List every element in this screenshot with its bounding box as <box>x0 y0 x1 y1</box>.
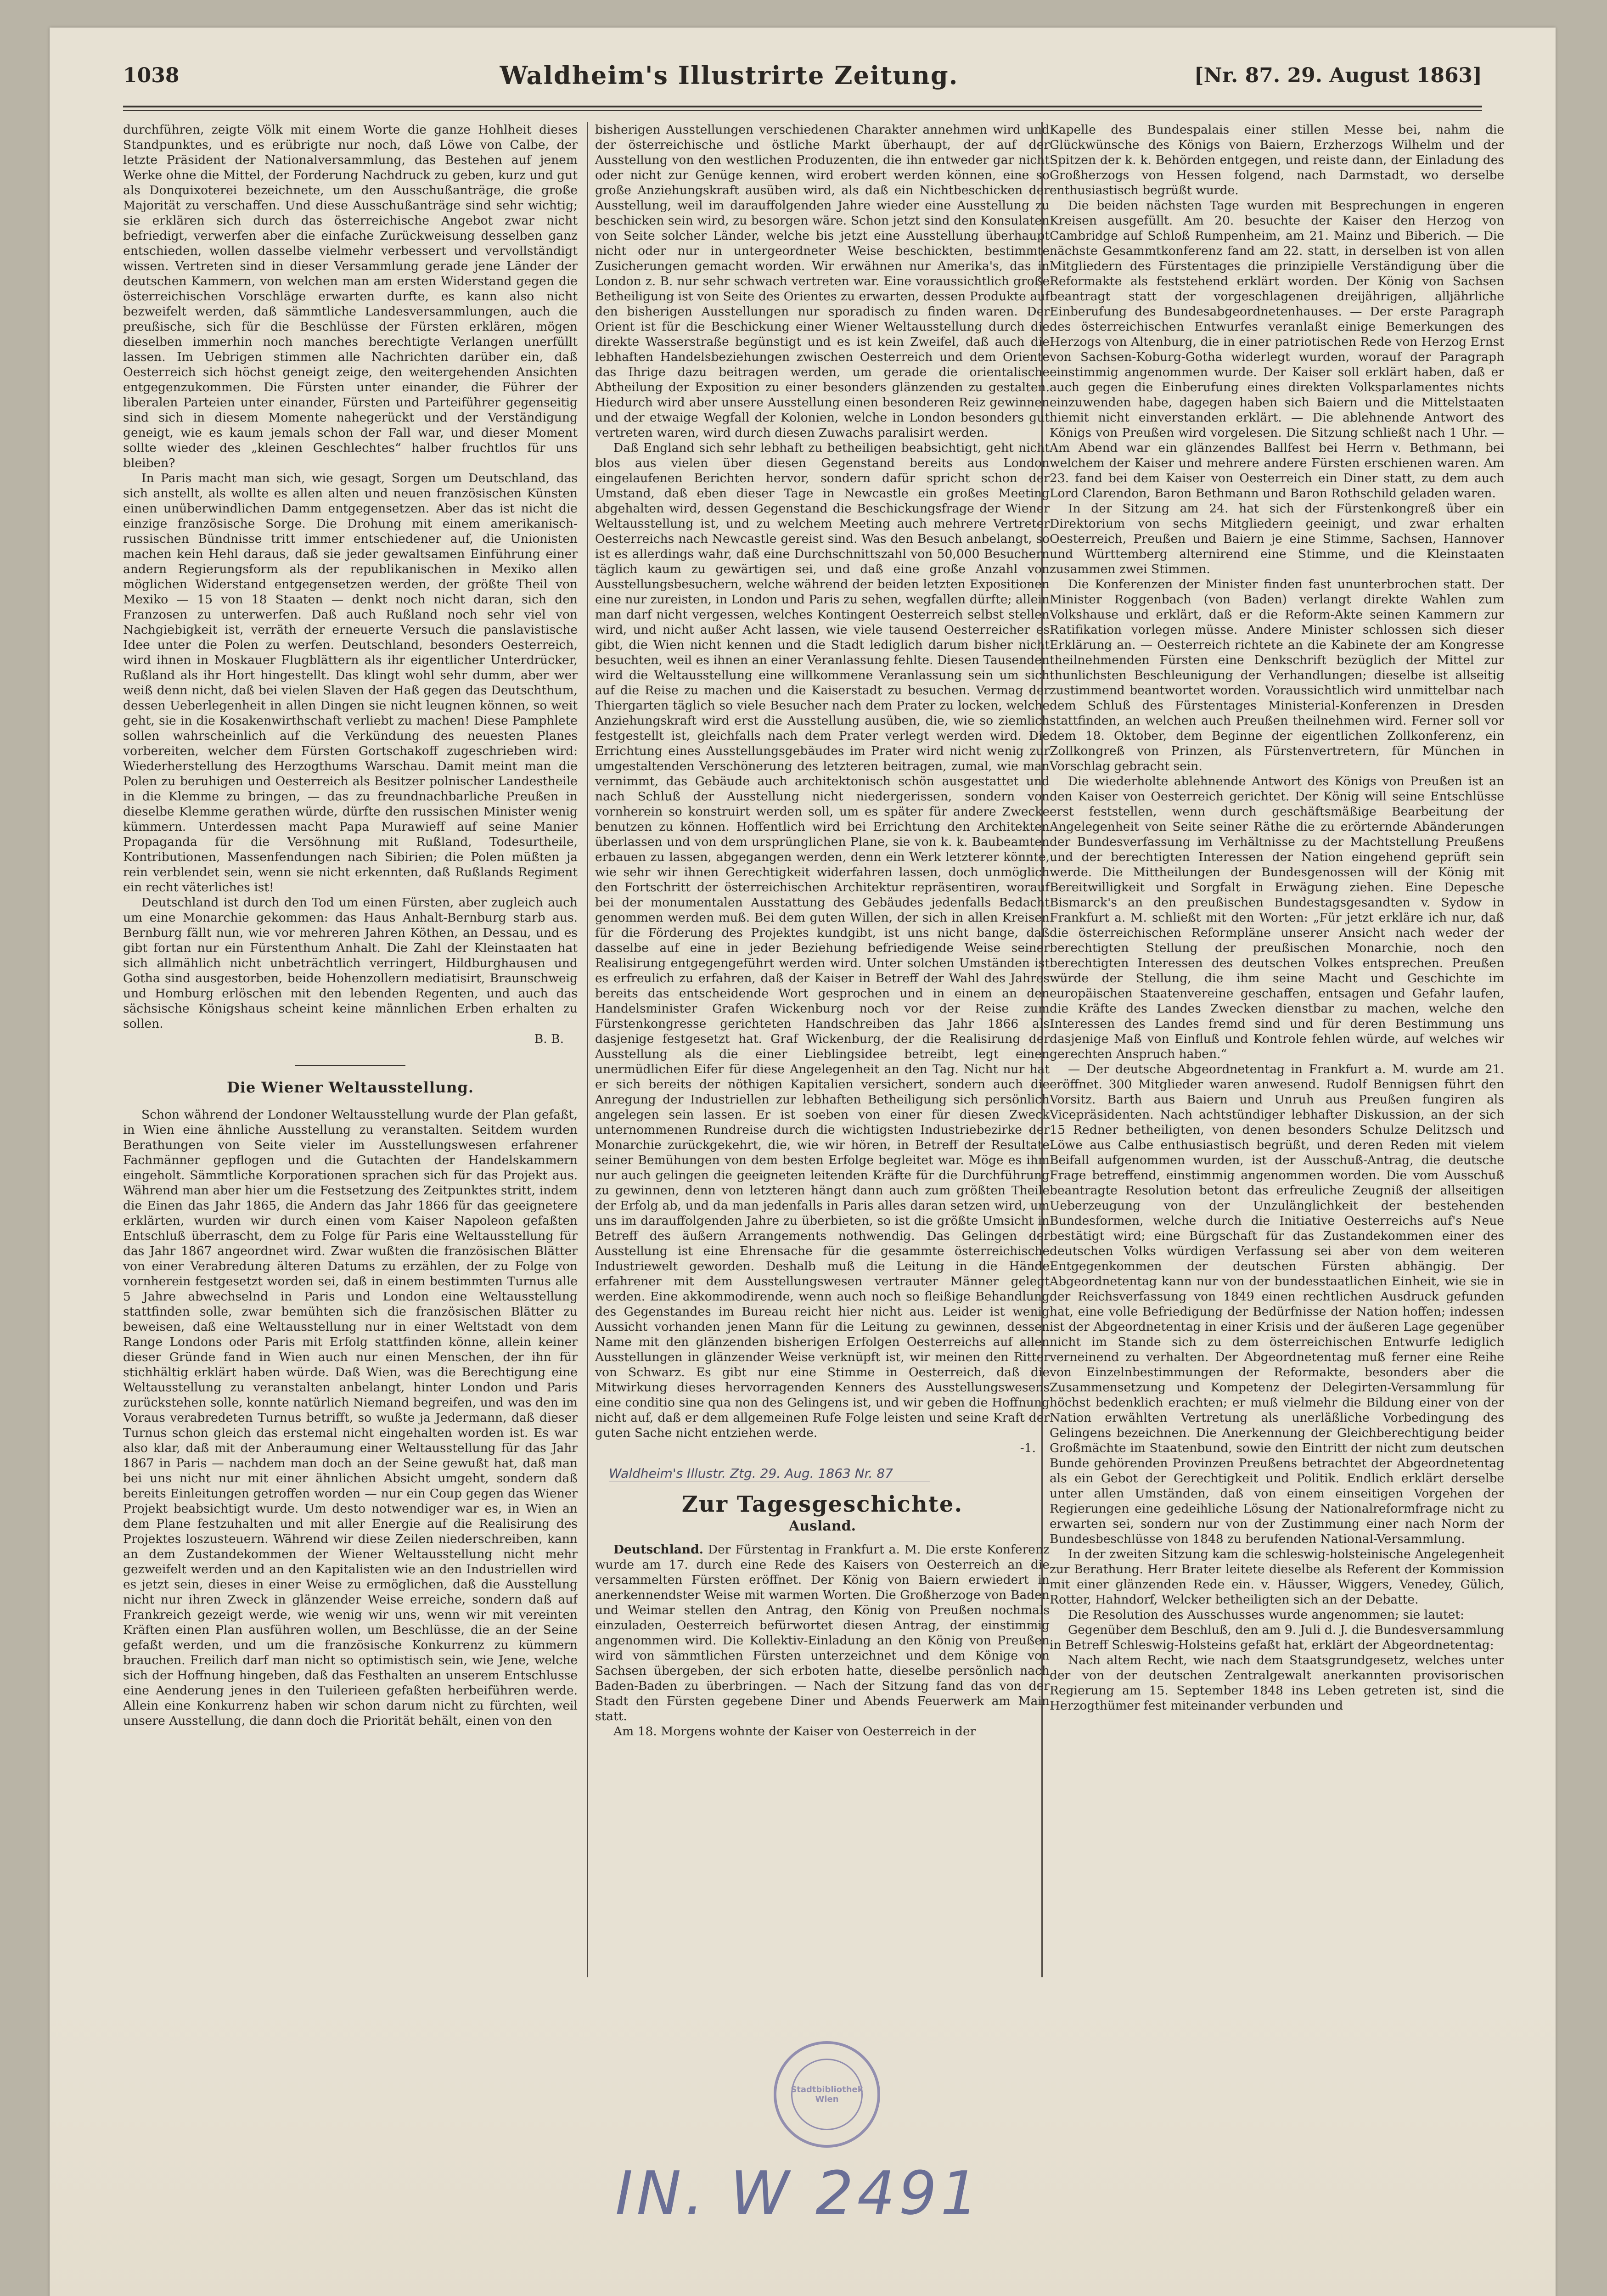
paragraph: Deutschland ist durch den Tod um einen Fürsten, aber zugleich auch um eine Monarchie gekommen: das Haus Anhalt-Bernburg starb aus. Bernburg fällt nun, wie vor mehreren Jahren Köthen, an Dessau, und es gibt fortan nur ein Fürstenthum Anhalt. Die Zahl der Kleinstaaten hat sich allmählich nicht unbeträchtlich verringert, Hildburghausen und Gotha sind ausgestorben, beide Hohenzollern mediatisirt, Braunschweig und Homburg erlöschen mit den lebenden Regenten, und auch das sächsische Königshaus scheint keine männlichen Erben erhalten zu sollen. <box>123 895 578 1031</box>
paragraph: Die beiden nächsten Tage wurden mit Besprechungen in engeren Kreisen ausgefüllt. Am 20. besuchte der Kaiser den Herzog von Cambridge auf Schloß Rumpenheim, am 21. Mainz und Biberich. — Die nächste Gesammtkonferenz fand am 22. statt, in derselben ist von allen Mitgliedern des Fürstentages die prinzipielle Verständigung über die Reformakte als feststehend erklärt worden. Der König von Sachsen beantragt statt der vorgeschlagenen dreijährigen, alljährliche Einberufung des Bundesabgeordnetenhauses. — Der erste Paragraph des österreichischen Entwurfes veranlaßt einige Bemerkungen des Herzogs von Altenburg, die in einer patriotischen Rede von Herzog Ernst von Sachsen-Koburg-Gotha widerlegt wurden, worauf der Paragraph einstimmig angenommen wurde. Der Kaiser soll erklärt haben, daß er auch gegen die Einberufung eines direkten Volksparlamentes nichts einzuwenden habe, dagegen haben sich Baiern und die Mittelstaaten hiemit nicht einverstanden erklärt. — Die ablehnende Antwort des Königs von Preußen wird vorgelesen. Die Sitzung schließt nach 1 Uhr. — Am Abend war ein glänzendes Ballfest bei Herrn v. Bethmann, bei welchem der Kaiser und mehrere andere Fürsten erschienen waren. Am 23. fand bei dem Kaiser von Oesterreich ein Diner statt, zu dem auch Lord Clarendon, Baron Bethmann und Baron Rothschild geladen waren. <box>1050 198 1504 501</box>
author-signature: B. B. <box>534 1032 564 1046</box>
subsection-title: Ausland. <box>788 1518 856 1534</box>
section-title: Die Wiener Weltausstellung. <box>226 1079 474 1096</box>
header-rule-thin <box>123 110 1482 111</box>
newspaper-title: Waldheim's Illustrirte Zeitung. <box>500 61 959 90</box>
paragraph: Die Konferenzen der Minister finden fast ununterbrochen statt. Der Minister Roggenbach (von Baden) verlangt direkte Wahlen zum Volkshause und erklärt, daß er die Reform-Akte seinen Kammern zur Ratifikation vorlegen müsse. Andere Minister schlossen sich dieser Erklärung an. — Oesterreich richtete an die Kabinete der am Kongresse theilnehmenden Fürsten eine Denkschrift bezüglich der Mittel zur thunlichsten Beschleunigung der Verhandlungen; dieselbe ist allseitig zustimmend beantwortet worden. Voraussichtlich wird unmittelbar nach dem Schluß des Fürstentages Ministerial-Konferenzen in Dresden stattfinden, an welchen auch Preußen theilnehmen wird. Ferner soll vor dem 18. Oktober, dem Beginne der eigentlichen Zollkonferenz, ein Zollkongreß von Prinzen, als Fürstenvertretern, für München in Vorschlag gebracht sein. <box>1050 577 1504 773</box>
section-separator <box>295 1065 405 1066</box>
author-signature: -1. <box>1020 1441 1036 1455</box>
paragraph: Am 18. Morgens wohnte der Kaiser von Oesterreich in der <box>613 1724 976 1739</box>
page-lower-area <box>50 2002 1556 2296</box>
page-number: 1038 <box>123 63 180 87</box>
library-stamp <box>774 2041 880 2148</box>
library-stamp-inner <box>791 2059 863 2130</box>
paragraph: bisherigen Ausstellungen verschiedenen Charakter annehmen wird und der österreichische und östliche Markt überhaupt, der auf der Ausstellung von den westlichen Produzenten, die ihn entweder gar nicht oder nicht zur Genüge kennen, wird erobert werden können, eine so große Anziehungskraft ausüben wird, als daß ein Nichtbeschicken der Ausstellung, weil im darauffolgenden Jahre wieder eine Ausstellung zu beschicken sein wird, zu besorgen wäre. Schon jetzt sind den Konsulaten von Seite solcher Länder, welche bis jetzt eine Ausstellung überhaupt nicht oder nur in untergeordneter Weise beschickten, bestimmte Zusicherungen gemacht worden. Wir erwähnen nur Amerika's, das in London z. B. nur sehr schwach vertreten war. Eine voraussichtlich große Betheiligung ist von Seite des Orientes zu erwarten, dessen Produkte auf den bisherigen Ausstellungen nur sporadisch zu finden waren. Der Orient ist für die Beschickung einer Wiener Weltausstellung durch die direkte Wasserstraße begünstigt und es ist kein Zweifel, daß auch die lebhaften Handelsbeziehungen zwischen Oesterreich und dem Oriente das Ihrige dazu beitragen werden, um gerade die orientalische Abtheilung der Exposition zu einer besonders glänzenden zu gestalten. Hiedurch wird aber unsere Ausstellung einen besonderen Reiz gewinnen und der etwaige Wegfall der Kolonien, welche in London besonders gut vertreten waren, wird durch diesen Zuwachs paralisirt werden. <box>595 123 1050 440</box>
paragraph: Daß England sich sehr lebhaft zu betheiligen beabsichtigt, geht nicht blos aus vielen über diesen Gegenstand bereits aus London eingelaufenen Berichten hervor, sondern dafür spricht schon der Umstand, daß eben dieser Tage in Newcastle ein großes Meeting abgehalten wird, dessen Gegenstand die Beschickungsfrage der Wiener Weltausstellung ist, und zu welchem Meeting auch mehrere Vertreter Oesterreichs nach Newcastle gereist sind. Was den Besuch anbelangt, so ist es allerdings wahr, daß eine Durchschnittszahl von 50,000 Besuchern täglich kaum zu gewärtigen sei, und daß eine große Anzahl von Ausstellungsbesuchern, welche während der beiden letzten Expositionen eine nur zureisten, in London und Paris zu sehen, wegfallen dürfte; allein man darf nicht vergessen, welches Kontingent Oesterreich selbst stellen wird, und nicht außer Acht lassen, wie viele tausend Oesterreicher es gibt, die Wien nicht kennen und die Stadt lediglich darum bisher nicht besuchten, weil es ihnen an einer Veranlassung fehlte. Diesen Tausenden wird die Weltausstellung eine willkommene Veranlassung sein um sich auf die Reise zu machen und die Kaiserstadt zu besuchen. Vermag der Thiergarten täglich so viele Besucher nach dem Prater zu locken, welche Anziehungskraft wird erst die Ausstellung ausüben, die, wie so ziemlich festgestellt ist, gleichfalls nach dem Prater verlegt werden wird. Die Errichtung eines Ausstellungsgebäudes im Prater wird nicht wenig zur umgestaltenden Verschönerung des letzteren beitragen, zumal, wie man vernimmt, das Gebäude auch architektonisch schön ausgestattet und nach Schluß der Ausstellung nicht niedergerissen, sondern von vornherein so konstruirt werden soll, um es später für andere Zwecke benutzen zu können. Hoffentlich wird bei Errichtung den Architekten überlassen und von dem ursprünglichen Plane, sie von k. k. Baubeamten erbauen zu lassen, abgegangen werden, denn ein Werk letzterer könnte, wie sehr wir ihnen Gerechtigkeit widerfahren lassen, doch unmöglich den Fortschritt der österreichischen Architektur repräsentiren, worauf bei der monumentalen Ausstattung des Gebäudes jedenfalls Bedacht genommen werden muß. Bei dem guten Willen, der sich in allen Kreisen für die Förderung des Projektes kundgibt, ist uns nicht bange, daß dasselbe auf eine in jeder Beziehung befriedigende Weise seiner Realisirung entgegengeführt werden wird. Unter solchen Umständen ist es erfreulich zu erfahren, daß der Kaiser in Betreff der Wahl des Jahres bereits das entscheidende Wort gesprochen und in einem an den Handelsminister Grafen Wickenburg noch vor der Reise zum Fürstenkongresse gerichteten Handschreiben das Jahr 1866 als dasjenige festgesetzt hat. Graf Wickenburg, der die Realisirung der Ausstellung als die einer Lieblingsidee betreibt, legt einen unermüdlichen Eifer für diese Angelegenheit an den Tag. Nicht nur hat er sich bereits der nöthigen Kapitalien versichert, sondern auch die Anregung der Industriellen zur lebhaften Betheiligung sich persönlich angelegen sein lassen. Er ist soeben von einer für diesen Zweck unternommenen Rundreise durch die wichtigsten Industriebezirke der Monarchie zurückgekehrt, die, wie wir hören, in Betreff der Resultate seiner Bemühungen von dem besten Erfolge begleitet war. Möge es ihm nur auch gelingen die geeigneten leitenden Kräfte für die Durchführung zu gewinnen, denn von letzteren hängt dann auch zum größten Theile der Erfolg ab, und da man jedenfalls in Paris alles daran setzen wird, um uns im darauffolgenden Jahre zu überbieten, so ist die größte Umsicht in Betreff des äußern Arrangements nothwendig. Das Gelingen der Ausstellung ist eine Ehrensache für die gesammte österreichische Industriewelt geworden. Deshalb muß die Leitung in die Hände erfahrener mit dem Ausstellungswesen vertrauter Männer gelegt werden. Eine akkommodirende, wenn auch noch so fleißige Behandlung des Gegenstandes im Bureau reicht hier nicht aus. Leider ist wenig Aussicht vorhanden jenen Mann für die Leitung zu gewinnen, dessen Name mit den glänzenden bisherigen Erfolgen Oesterreichs auf allen Ausstellungen in glänzender Weise verknüpft ist, wir meinen den Ritter von Schwarz. Es gibt nur eine Stimme in Oesterreich, daß die Mitwirkung dieses hervorragenden Kenners des Ausstellungswesens eine conditio sine qua non des Gelingens ist, und wir geben die Hoffnung nicht auf, daß er dem allgemeinen Rufe Folge leisten und seine Kraft der guten Sache nicht entziehen werde. <box>595 441 1050 1440</box>
paragraph: In der Sitzung am 24. hat sich der Fürstenkongreß über ein Direktorium von sechs Mitgliedern geeinigt, und zwar erhalten Oesterreich, Preußen und Baiern je eine Stimme, Sachsen, Hannover und Württemberg alternirend eine Stimme, und die Kleinstaaten zusammen zwei Stimmen. <box>1050 501 1504 576</box>
header-rule <box>123 106 1482 107</box>
paragraph: durchführen, zeigte Völk mit einem Worte die ganze Hohlheit dieses Standpunktes, und es erübrigte nur noch, daß Löwe von Calbe, der letzte Präsident der Nationalversammlung, das Bestehen auf jenem Werke ohne die Mittel, der Forderung Nachdruck zu geben, kurz und gut als Donquixoterei bezeichnete, um den Ausschußanträge, die große Majorität zu verschaffen. Und diese Ausschußanträge sind sehr wichtig; sie erklären sich durch das österreichische Angebot zwar nicht befriedigt, verwerfen aber die einfache Zurückweisung desselben ganz entschieden, wollen dasselbe vielmehr verbessert und vervollständigt wissen. Vertreten sind in dieser Versammlung gerade jene Länder der deutschen Kammern, von welchen man am ersten Widerstand gegen die österreichischen Vorschläge erwarten durfte, es kann also nicht bezweifelt werden, daß sämmtliche Landesversammlungen, auch die preußische, sich für die Beschlüsse der Fürsten erklären, mögen dieselben immerhin noch manches berechtigte Verlangen unerfüllt lassen. Im Uebrigen stimmen alle Nachrichten darüber ein, daß Oesterreich sich höchst geneigt zeige, den weitergehenden Ansichten entgegenzukommen. Die Fürsten unter einander, die Führer der liberalen Parteien unter einander, Fürsten und Parteiführer gegenseitig sind sich in diesem Momente nahegerückt und der Verständigung geneigt, wie es kaum jemals schon der Fall war, und dieser Moment sollte wieder des „kleinen Geschlechtes“ halber fruchtlos für uns bleiben? <box>123 123 578 470</box>
paragraph: Die wiederholte ablehnende Antwort des Königs von Preußen ist an den Kaiser von Oesterreich gerichtet. Der König will seine Entschlüsse erst feststellen, wenn durch geschäftsmäßige Bearbeitung der Angelegenheit von Seite seiner Räthe die zu erörternde Abänderungen der Bundesverfassung im Verhältnisse zu der Machtstellung Preußens und der berechtigten Interessen der Nation eingehend geprüft sein werde. Die Mittheilungen der Bundesgenossen will der König mit Bereitwilligkeit und Sorgfalt in Erwägung ziehen. Eine Depesche Bismarck's an den preußischen Bundestagsgesandten v. Sydow in Frankfurt a. M. schließt mit den Worten: „Für jetzt erkläre ich nur, daß die österreichischen Reformpläne unserer Ansicht nach weder der berechtigten Stellung der preußischen Monarchie, noch den berechtigten Interessen des deutschen Volkes entsprechen. Preußen würde der Stellung, die ihm seine Macht und Geschichte im europäischen Staatenvereine geschaffen, entsagen und Gefahr laufen, die Kräfte des Landes Zwecken dienstbar zu machen, welche den Interessen des Landes fremd sind und für deren Bestimmung uns dasjenige Maß von Einfluß und Kontrole fehlen würde, auf welches wir gerechten Anspruch haben.“ <box>1050 774 1504 1061</box>
column-divider <box>587 122 588 1977</box>
paragraph: — Der deutsche Abgeordnetentag in Frankfurt a. M. wurde am 21. eröffnet. 300 Mitglieder waren anwesend. Rudolf Bennigsen führt den Vorsitz. Barth aus Baiern und Unruh aus Preußen fungiren als Vicepräsidenten. Nach achtstündiger lebhafter Diskussion, an der sich 15 Redner betheiligten, von denen besonders Schulze Delitzsch und Löwe aus Calbe enthusiastisch begrüßt, und deren Reden mit vielem Beifall aufgenommen wurden, ist der Ausschuß-Antrag, die deutsche Frage betreffend, einstimmig angenommen worden. Die vom Ausschuß beantragte Resolution betont das erfreuliche Zeugniß der allseitigen Ueberzeugung von der Unzulänglichkeit der bestehenden Bundesformen, welche durch die Initiative Oesterreichs auf's Neue bestätigt wird; eine Bürgschaft für das Zustandekommen einer des deutschen Volks würdigen Verfassung sei aber von dem weiteren Entgegenkommen der deutschen Fürsten abhängig. Der Abgeordnetentag kann nur von der bundesstaatlichen Einheit, wie sie in der Reichsverfassung von 1849 einen rechtlichen Ausdruck gefunden hat, eine volle Befriedigung der Bedürfnisse der Nation hoffen; indessen ist der Abgeordnetentag in einer Krisis und der äußeren Lage gegenüber nicht im Stande sich zu dem österreichischen Entwurfe lediglich verneinend zu verhalten. Der Abgeordnetentag muß ferner eine Reihe von Einzelnbestimmungen der Reformakte, besonders aber die Zusammensetzung und Kompetenz der Delegirten-Versammlung für höchst bedenklich erachten; er muß vielmehr die Bildung einer von der Nation erwählten Vertretung als unerläßliche Vorbedingung des Gelingens bezeichnen. Die Anerkennung der Gleichberechtigung beider Großmächte im Staatenbund, sowie den Eintritt der nicht zum deutschen Bunde gehörenden Provinzen Preußens betrachtet der Abgeordnetentag als ein Gebot der Gerechtigkeit und Politik. Endlich erklärt derselbe unter allen Umständen, daß von einem einseitigen Vorgehen der Regierungen eine gedeihliche Lösung der Nationalreformfrage nicht zu erwarten sei, sondern nur von der Zustimmung einer nach Norm der Bundesbeschlüsse von 1848 zu berufenden National-Versammlung. <box>1050 1062 1504 1546</box>
issue-info: [Nr. 87. 29. August 1863] <box>1194 63 1482 87</box>
paragraph: Der Fürstentag in Frankfurt a. M. Die erste Konferenz wurde am 17. durch eine Rede des Kaisers von Oesterreich an die versammelten Fürsten eröffnet. Der König von Baiern erwiedert in anerkennendster Weise mit warmen Worten. Die Großherzoge von Baden und Weimar stellen den Antrag, den König von Preußen nochmals einzuladen, Oesterreich befürwortet diesen Antrag, der einstimmig angenommen wird. Die Kollektiv-Einladung an den König von Preußen wird von sämmtlichen Fürsten unterzeichnet und dem Könige von Sachsen übergeben, der sich erboten hatte, dieselbe persönlich nach Baden-Baden zu überbringen. — Nach der Sitzung fand das von der Stadt den Fürsten gegebene Diner und Abends Feuerwerk am Main statt. <box>595 1542 1050 1723</box>
paragraph: Die Resolution des Ausschusses wurde angenommen; sie lautet: <box>1068 1608 1464 1622</box>
newspaper-page <box>50 28 1556 2296</box>
paragraph: Gegenüber dem Beschluß, den am 9. Juli d. J. die Bundesversammlung in Betreff Schleswig-Holsteins gefaßt hat, erklärt der Abgeordnetentag: <box>1050 1623 1504 1652</box>
column-3 <box>1050 122 1504 1977</box>
call-number: IN. W 2491 <box>615 2158 982 2228</box>
page-header <box>123 52 1482 98</box>
paragraph: Kapelle des Bundespalais einer stillen Messe bei, nahm die Glückwünsche des Königs von Baiern, Erzherzogs Wilhelm und der Spitzen der k. k. Behörden entgegen, und reiste dann, der Einladung des Großherzogs von Hessen folgend, nach Darmstadt, wo derselbe enthusiastisch begrüßt wurde. <box>1050 123 1504 197</box>
section-title: Zur Tagesgeschichte. <box>681 1491 963 1517</box>
stamp-text: Stadtbibliothek Wien <box>791 2085 863 2104</box>
column-1 <box>123 122 578 1977</box>
paragraph: In der zweiten Sitzung kam die schleswig-holsteinische Angelegenheit zur Berathung. Herr Brater leitete dieselbe als Referent der Kommission mit einer glänzenden Rede ein. v. Häusser, Wiggers, Venedey, Gülich, Rotter, Hahndorf, Welcker betheiligten sich an der Debatte. <box>1050 1547 1504 1607</box>
column-2 <box>595 122 1050 1977</box>
paragraph: Schon während der Londoner Weltausstellung wurde der Plan gefaßt, in Wien eine ähnliche Ausstellung zu veranstalten. Seitdem wurden Berathungen von Seite vieler im Ausstellungswesen erfahrener Fachmänner gepflogen und die Gutachten der Handelskammern eingeholt. Sämmtliche Korporationen sprachen sich für das Projekt aus. Während man aber hier um die Festsetzung des Zeitpunktes stritt, indem die Einen das Jahr 1865, die Andern das Jahr 1866 für das geeignetere erklärten, wurden wir durch einen vom Kaiser Napoleon gefaßten Entschluß überrascht, dem zu Folge für Paris eine Weltausstellung für das Jahr 1867 angeordnet wird. Zwar wußten die französischen Blätter von einer Verabredung älteren Datums zu erzählen, der zu Folge von vornherein festgesetzt worden sei, daß in einem bestimmten Turnus alle 5 Jahre abwechselnd in Paris und London eine Weltausstellung stattfinden solle, zwar bemühten sich die französischen Blätter zu beweisen, daß eine Weltausstellung nur in einer Weltstadt von dem Range Londons oder Paris mit Erfolg stattfinden könne, allein keiner dieser Gründe fand in Wien auch nur einen Menschen, der ihn für stichhältig erklärt haben würde. Daß Wien, was die Berechtigung eine Weltausstellung zu veranstalten anbelangt, hinter London und Paris zurückstehen solle, konnte natürlich Niemand begreifen, und was den im Voraus verabredeten Turnus betrifft, so wußte ja Jedermann, daß dieser Turnus schon gleich das erstemal nicht eingehalten worden ist. Es war also klar, daß mit der Anberaumung einer Weltausstellung für das Jahr 1867 in Paris — nachdem man doch an der Seine gewußt hat, daß man bei uns nicht nur mit einer ähnlichen Absicht umgeht, sondern daß bereits Einleitungen getroffen worden — nur ein Coup gegen das Wiener Projekt beabsichtigt wurde. Um desto notwendiger war es, in Wien an dem Plane festzuhalten und mit aller Energie auf die Realisirung des Projektes loszusteuern. Während wir diese Zeilen niederschreiben, kann an dem Zustandekommen der Wiener Weltausstellung nicht mehr gezweifelt werden und an den Kapitalisten wie an den Industriellen wird es jetzt sein, dieses in einer Weise zu ermöglichen, daß die Ausstellung nicht nur ihren Zweck in glänzender Weise erreiche, sondern daß auf Frankreich gezeigt werde, wie wenig wir uns, wenn wir mit vereinten Kräften einen Plan ausführen wollen, um Beschlüsse, die an der Seine gefaßt werden, und um die französische Konkurrenz zu kümmern brauchen. Freilich darf man nicht so optimistisch sein, wie Jene, welche sich der Hoffnung hingeben, daß das Festhalten an unserem Entschlusse eine Aenderung jenes in den Tuilerieen gefaßten herbeiführen werde. Allein eine Konkurrenz haben wir schon darum nicht zu fürchten, weil unsere Ausstellung, die dann doch die Priorität behält, einen von den <box>123 1108 578 1728</box>
handwritten-note: Waldheim's Illustr. Ztg. 29. Aug. 1863 Nr. 87 <box>609 1466 930 1481</box>
paragraph: In Paris macht man sich, wie gesagt, Sorgen um Deutschland, das sich anstellt, als wollte es allen alten und neuen französischen Künsten einen unüberwindlichen Damm entgegensetzen. Aber das ist nicht die einzige französische Sorge. Die Drohung mit einem amerikanisch-russischen Bündnisse tritt immer entschiedener auf, die Unionisten machen kein Hehl daraus, daß sie jeder gewaltsamen Einführung einer andern Regierungsform als der republikanischen in Mexiko allen möglichen Widerstand entgegensetzen werden, der größte Theil von Mexiko — 15 von 18 Staaten — denkt noch nicht daran, sich den Franzosen zu unterwerfen. Daß auch Rußland noch sehr viel von Nachgiebigkeit ist, verräth der erneuerte Versuch die panslavistische Idee unter die Polen zu werfen. Deutschland, besonders Oesterreich, wird ihnen in Moskauer Flugblättern als ihr eigentlicher Unterdrücker, Rußland als ihr Hort hingestellt. Das klingt wohl sehr dumm, aber wer weiß denn nicht, daß bei vielen Slaven der Haß gegen das Deutschthum, dessen Ueberlegenheit in allen Dingen sie nicht leugnen können, so weit geht, sie in die Kosakenwirthschaft verliebt zu machen! Diese Pamphlete sollen wahrscheinlich auf die Verkündung des neuesten Planes vorbereiten, welcher dem Fürsten Gortschakoff zugeschrieben wird: Wiederherstellung des Herzogthums Warschau. Damit meint man die Polen zu beruhigen und Oesterreich als Besitzer polnischer Landestheile in die Klemme zu bringen, — das zu freundnachbarliche Preußen in dieselbe Klemme gerathen würde, dürfte den russischen Minister wenig kümmern. Unterdessen macht Papa Murawieff auf seine Manier Propaganda für die Versöhnung mit Rußland, Todesurtheile, Kontributionen, Massenfendungen nach Sibirien; die Polen müßten ja rein verblendet sein, wenn sie nicht erkennten, daß Rußlands Regiment ein recht väterliches ist! <box>123 471 578 895</box>
paragraph: Nach altem Recht, wie nach dem Staatsgrundgesetz, welches unter der von der deutschen Zentralgewalt anerkannten provisorischen Regierung am 15. September 1848 ins Leben getreten ist, sind die Herzogthümer fest miteinander verbunden und <box>1050 1653 1504 1713</box>
lead-word: Deutschland. <box>613 1542 703 1557</box>
